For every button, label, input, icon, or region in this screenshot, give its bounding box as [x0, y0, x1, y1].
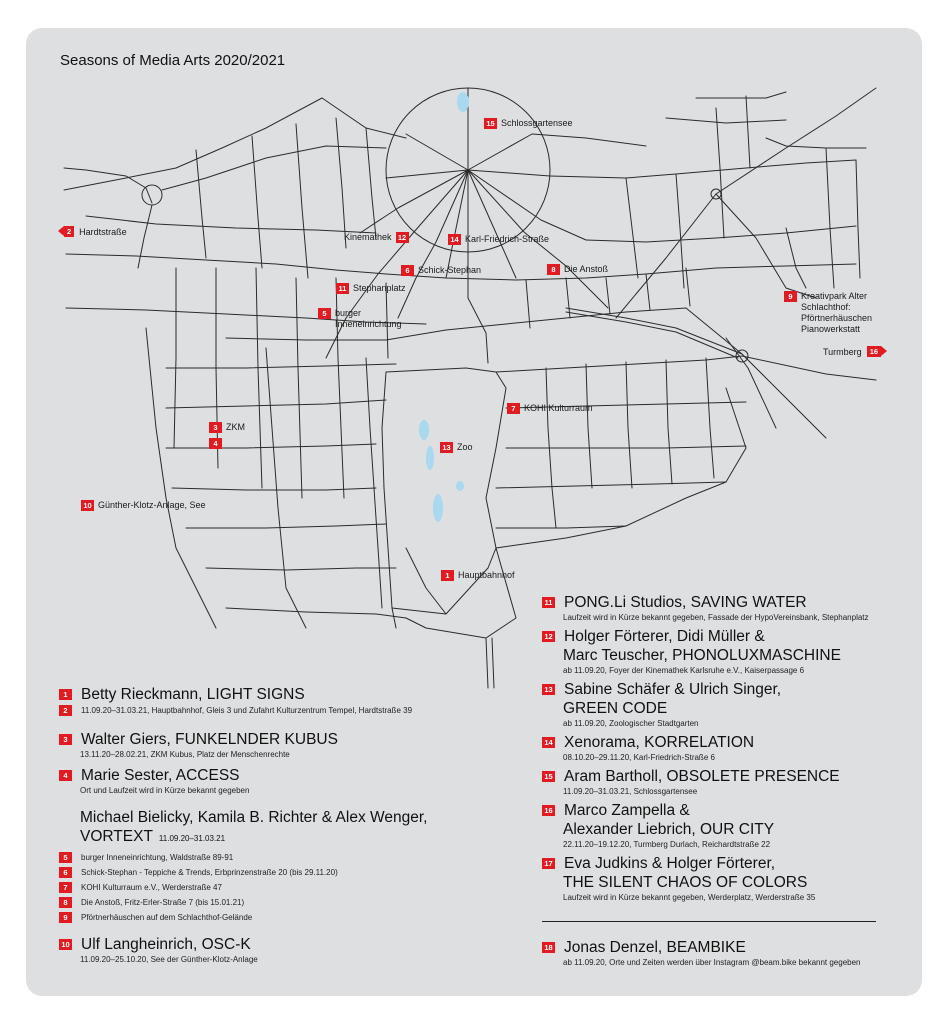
- legend-entry-18: [542, 938, 912, 957]
- marker-number: 13: [440, 442, 453, 453]
- marker-number: 1: [441, 570, 454, 581]
- marker-number: 1: [59, 689, 72, 700]
- legend-entry-10: [59, 935, 519, 954]
- label-text: VORTEXT: [80, 828, 153, 845]
- legend-entry-12: [542, 627, 912, 646]
- label-text: ab 11.09.20, Zoologischer Stadtgarten: [563, 719, 699, 728]
- marker-number: 10: [81, 500, 94, 511]
- legend-right: [542, 593, 912, 903]
- label-text: 11.09.20–31.03.21: [158, 834, 226, 843]
- label-text: Die Anstoß: [564, 264, 609, 274]
- label-text: 11.09.20–31.03.21, Hauptbahnhof, Gleis 3 und Zufahrt Kulturzentrum Tempel, Hardtstraße 39: [81, 706, 413, 715]
- legend-entry-13: [542, 680, 912, 699]
- label-text: Xenorama, KORRELATION: [564, 734, 755, 751]
- marker-13[interactable]: [440, 442, 473, 453]
- label-text: Schick-Stephan - Teppiche & Trends, Erbprinzenstraße 20 (bis 29.11.20): [81, 868, 338, 877]
- label-text: Walter Giers, FUNKELNDER KUBUS: [81, 731, 338, 748]
- label-text: Ort und Laufzeit wird in Kürze bekannt gegeben: [80, 786, 250, 795]
- label-text: Turmberg: [823, 346, 862, 357]
- marker-number: 6: [401, 265, 414, 276]
- label-text: Stephanplatz: [353, 283, 406, 293]
- legend-entry-16: [542, 801, 912, 820]
- marker-number: 11: [542, 597, 555, 608]
- label-text: 08.10.20–29.11.20, Karl-Friedrich-Straße 6: [563, 753, 715, 762]
- legend-entry-2: [59, 705, 519, 716]
- label-text: Michael Bielicky, Kamila B. Richter & Alex Wenger,: [80, 809, 428, 826]
- label-text: PONG.Li Studios, SAVING WATER: [564, 594, 807, 611]
- marker-number: 5: [318, 308, 331, 319]
- marker-number: 14: [542, 737, 555, 748]
- label-text: Schlossgartensee: [501, 118, 573, 128]
- label-text: 22.11.20–19.12.20, Turmberg Durlach, Reichardtstraße 22: [563, 840, 771, 849]
- label-text: Holger Förterer, Didi Müller &: [564, 628, 765, 645]
- marker-1[interactable]: [441, 570, 515, 581]
- offmap-hardtstrasse[interactable]: [64, 226, 127, 237]
- marker-5[interactable]: [318, 308, 402, 330]
- marker-number: 5: [59, 852, 72, 863]
- label-text: Zoo: [457, 442, 473, 452]
- label-text: ab 11.09.20, Orte und Zeiten werden über Instagram @beam.bike bekannt gegeben: [563, 958, 861, 967]
- marker-number: 17: [542, 858, 555, 869]
- label-text: Jonas Denzel, BEAMBIKE: [564, 939, 746, 956]
- marker-number: 4: [59, 770, 72, 781]
- marker-number: 8: [547, 264, 560, 275]
- marker-number: 9: [59, 912, 72, 923]
- map-card: [26, 28, 922, 996]
- label-text: 11.09.20–25.10.20, See der Günther-Klotz-Anlage: [80, 955, 258, 964]
- marker-14[interactable]: [448, 234, 549, 245]
- marker-6[interactable]: [401, 265, 481, 276]
- label-text: Laufzeit wird in Kürze bekannt gegeben, Fassade der HypoVereinsbank, Stephanplatz: [563, 613, 869, 622]
- marker-number: 10: [59, 939, 72, 950]
- label-text: Betty Rieckmann, LIGHT SIGNS: [81, 686, 305, 703]
- marker-number: 7: [507, 403, 520, 414]
- label-text: Pförtnerhäuschen auf dem Schlachthof-Gelände: [81, 913, 253, 922]
- marker-number: 13: [542, 684, 555, 695]
- legend-entry-17: [542, 854, 912, 873]
- marker-10[interactable]: [81, 500, 206, 511]
- label-text: 16: [867, 346, 881, 357]
- label-text: burger Inneneinrichtung: [335, 308, 402, 329]
- marker-number: 8: [59, 897, 72, 908]
- offmap-turmberg[interactable]: [823, 346, 881, 357]
- label-text: Kinemathek: [344, 232, 392, 242]
- label-text: Aram Bartholl, OBSOLETE PRESENCE: [564, 768, 840, 785]
- label-text: KOHI Kulturraum: [524, 403, 593, 413]
- marker-11[interactable]: [336, 283, 406, 294]
- label-text: Hardtstraße: [79, 226, 127, 237]
- marker-number: 15: [542, 771, 555, 782]
- label-text: Marco Zampella &: [564, 802, 690, 819]
- label-text: burger Inneneinrichtung, Waldstraße 89-91: [81, 853, 234, 862]
- label-text: Kreativpark Alter Schlachthof: Pförtnerhäuschen Pianowerkstatt: [801, 291, 873, 334]
- marker-number: 12: [396, 232, 409, 243]
- label-text: Marie Sester, ACCESS: [81, 767, 240, 784]
- legend-entry-1: [59, 685, 519, 704]
- label-text: Marc Teuscher, PHONOLUXMASCHINE: [563, 647, 841, 664]
- label-text: KOHI Kulturraum e.V., Werderstraße 47: [81, 883, 222, 892]
- label-text: Günther-Klotz-Anlage, See: [98, 500, 206, 510]
- legend-entry-5: [59, 852, 519, 863]
- legend-entry-11: [542, 593, 912, 612]
- legend-divider: [542, 921, 876, 922]
- marker-number: 12: [542, 631, 555, 642]
- legend-entry-14: [542, 733, 912, 752]
- label-text: ab 11.09.20, Foyer der Kinemathek Karlsruhe e.V., Kaiserpassage 6: [563, 666, 805, 675]
- marker-4[interactable]: [209, 438, 222, 449]
- marker-number: 18: [542, 942, 555, 953]
- marker-number: 6: [59, 867, 72, 878]
- legend-entry-8: [59, 897, 519, 908]
- marker-number: 16: [542, 805, 555, 816]
- label-text: Schick-Stephan: [418, 265, 482, 275]
- label-text: Sabine Schäfer & Ulrich Singer,: [564, 681, 782, 698]
- label-text: Alexander Liebrich, OUR CITY: [563, 821, 775, 838]
- marker-15[interactable]: [484, 118, 573, 129]
- legend-entry-9: [59, 912, 519, 923]
- legend-entry-7: [59, 882, 519, 893]
- label-text: THE SILENT CHAOS OF COLORS: [563, 874, 808, 891]
- page-title: Seasons of Media Arts 2020/2021: [60, 52, 286, 69]
- label-text: 13.11.20–28.02.21, ZKM Kubus, Platz der Menschenrechte: [80, 750, 290, 759]
- marker-number: 11: [336, 283, 349, 294]
- marker-number: 15: [484, 118, 497, 129]
- label-text: Hauptbahnhof: [458, 570, 515, 580]
- marker-number: 2: [59, 705, 72, 716]
- label-text: Die Anstoß, Fritz-Erler-Straße 7 (bis 15.01.21): [81, 898, 245, 907]
- legend-entry-4: [59, 766, 519, 785]
- legend-entry-6: [59, 867, 519, 878]
- label-text: ZKM: [226, 422, 245, 432]
- label-text: Eva Judkins & Holger Förterer,: [564, 855, 776, 872]
- label-text: Ulf Langheinrich, OSC-K: [81, 936, 251, 953]
- label-text: 11.09.20–31.03.21, Schlossgartensee: [563, 787, 698, 796]
- marker-number: 9: [784, 291, 797, 302]
- label-text: Laufzeit wird in Kürze bekannt gegeben, Werderplatz, Werderstraße 35: [563, 893, 816, 902]
- legend-left: [59, 685, 519, 965]
- legend-entry-15: [542, 767, 912, 786]
- label-text: 2: [64, 226, 74, 237]
- legend-entry-3: [59, 730, 519, 749]
- marker-number: 4: [209, 438, 222, 449]
- marker-3[interactable]: [209, 422, 245, 433]
- legend-right-bottom: [542, 938, 912, 968]
- marker-number: 3: [59, 734, 72, 745]
- label-text: GREEN CODE: [563, 700, 668, 717]
- marker-7[interactable]: [507, 403, 593, 414]
- marker-12[interactable]: [344, 232, 409, 243]
- marker-number: 3: [209, 422, 222, 433]
- marker-number: 14: [448, 234, 461, 245]
- marker-9[interactable]: [784, 291, 916, 335]
- marker-8[interactable]: [547, 264, 608, 275]
- label-text: Karl-Friedrich-Straße: [465, 234, 550, 244]
- marker-number: 7: [59, 882, 72, 893]
- legend-entry-vortext: [59, 808, 519, 827]
